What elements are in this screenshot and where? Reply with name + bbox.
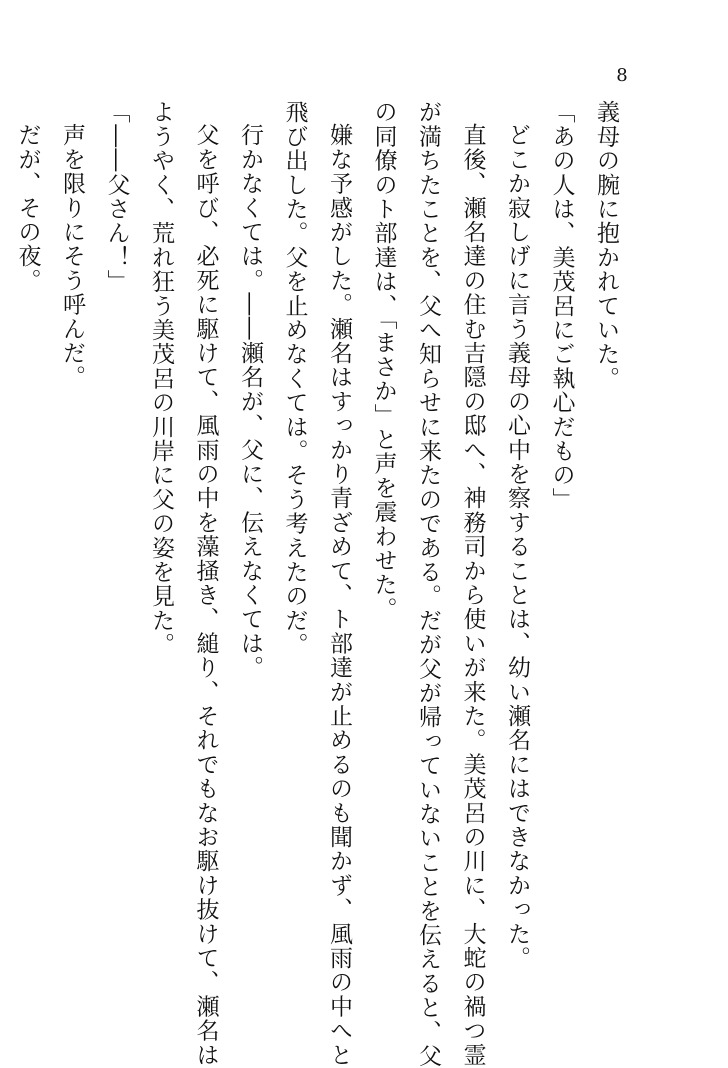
text-line: ようやく、荒れ狂う美茂呂の川岸に父の姿を見た。 <box>148 100 174 657</box>
text-line: が満ちたことを、父へ知らせに来たのである。だが父が帰っていないことを伝えると、父 <box>415 100 441 1068</box>
text-line: 声を限りにそう呼んだ。 <box>59 123 85 390</box>
text-line: どこか寂しげに言う義母の心中を察することは、幼い瀬名にはできなかった。 <box>504 123 530 970</box>
text-line <box>0 100 5 980</box>
page-number: 8 <box>616 65 628 86</box>
text-line: 義母の腕に抱かれていた。 <box>593 100 619 391</box>
text-line: の同僚のト部達は、「まさか」と声を震わせた。 <box>370 100 397 621</box>
text-line: 嫌な予感がした。瀬名はすっかり青ざめて、ト部達が止めるのも聞かず、風雨の中へと <box>326 123 352 1067</box>
novel-body-text <box>0 100 628 1068</box>
text-line: だが、その夜。 <box>14 123 41 293</box>
text-line: 「――父さん！」 <box>103 100 130 294</box>
text-line: 父を呼び、必死に駆けて、風雨の中を藻掻き、縋り、それでもなお駆け抜けて、瀬名は <box>192 123 219 1067</box>
text-line: 行かなくては。――瀬名が、父に、伝えなくては。 <box>237 123 263 680</box>
text-line: 飛び出した。父を止めなくては。そう考えたのだ。 <box>281 100 308 657</box>
text-line: 直後、瀬名達の住む吉隠の邸へ、神務司から使いが来た。美茂呂の川に、大蛇の禍つ霊 <box>459 123 486 1067</box>
text-line: 「あの人は、美茂呂にご執心だもの」 <box>548 100 575 512</box>
